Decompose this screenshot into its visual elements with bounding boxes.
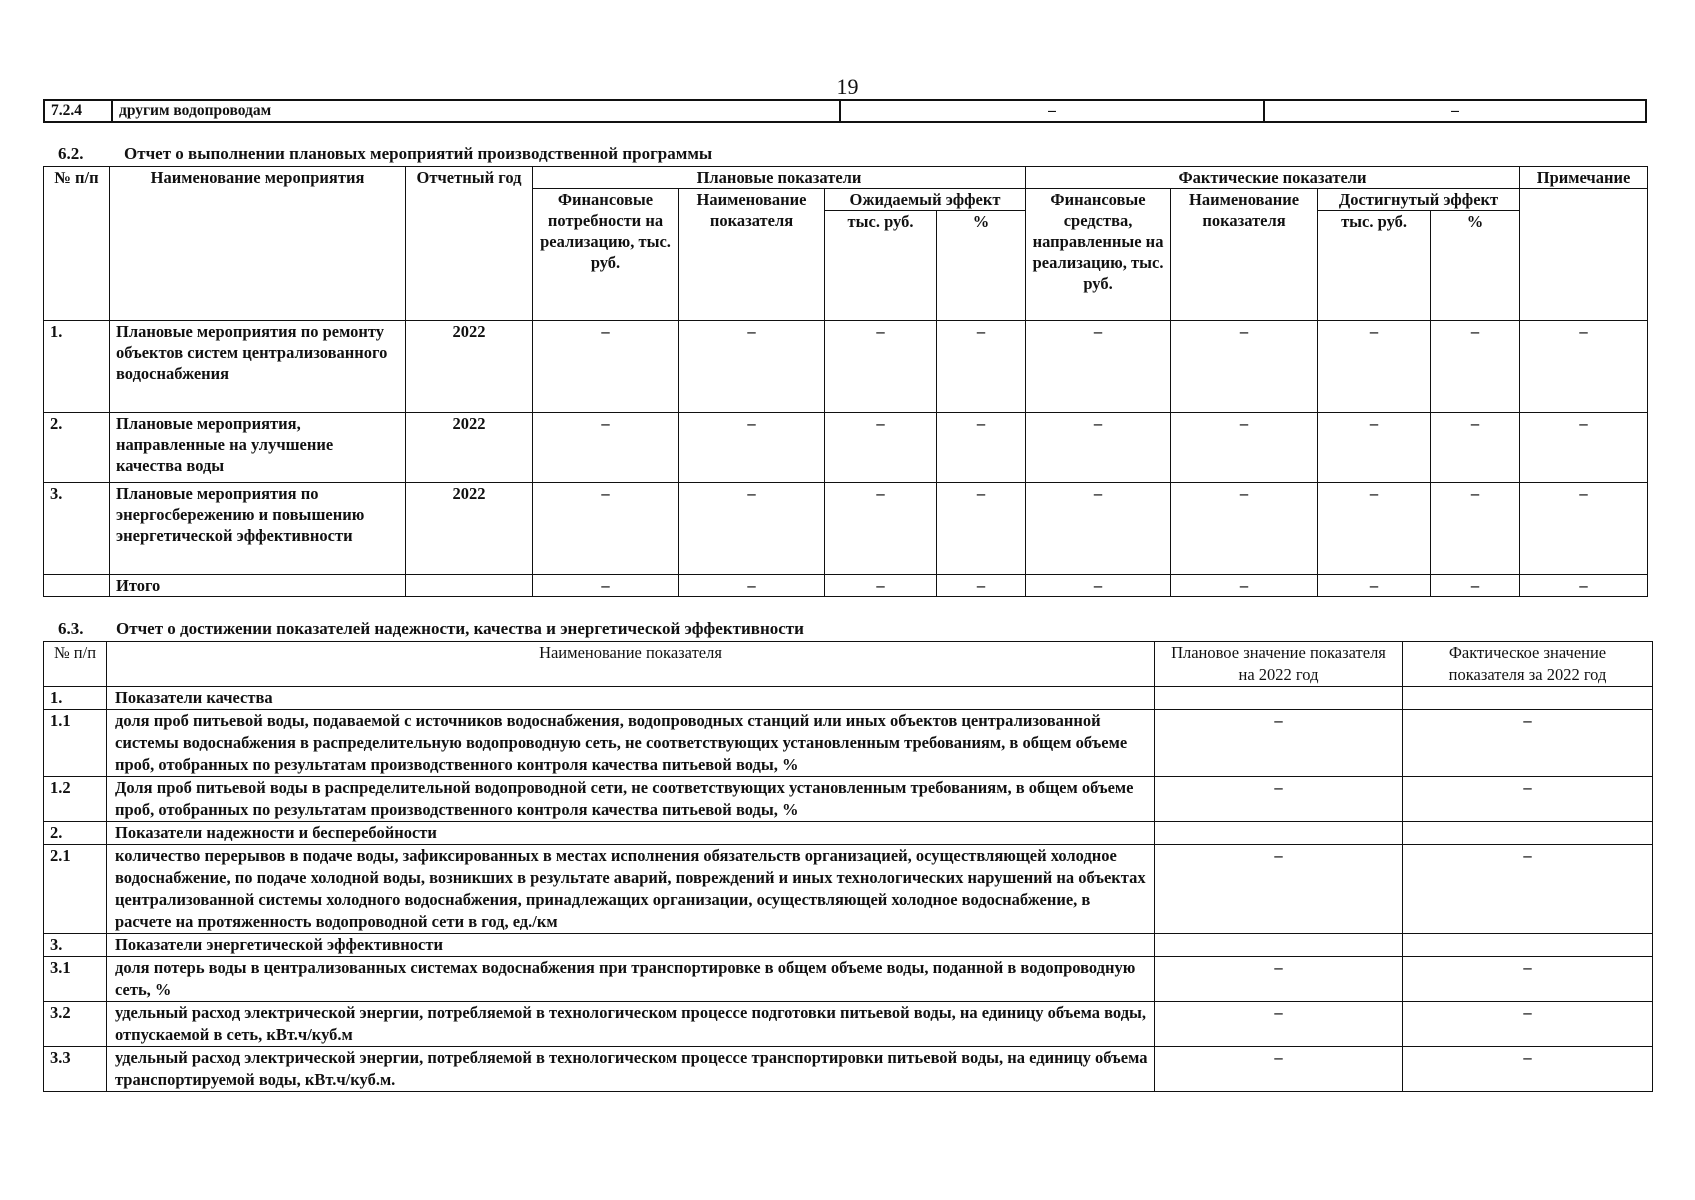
row-value: – (825, 575, 937, 597)
row-fact-value: – (1403, 957, 1653, 1002)
row-number: 3. (44, 483, 110, 575)
row-value: – (1520, 413, 1648, 483)
table-row (44, 822, 1653, 845)
row-plan-value: – (1155, 710, 1403, 777)
row-plan-value: – (1155, 1047, 1403, 1092)
col-num-header: № п/п (44, 167, 110, 321)
row-name: доля потерь воды в централизованных системах водоснабжения при транспортировке в общем объеме воды, поданной в водопроводную сеть, % (107, 957, 1155, 1002)
table-row (44, 321, 1648, 413)
row-value: – (533, 575, 679, 597)
row-number: 7.2.4 (44, 100, 112, 122)
row-name: удельный расход электрической энергии, потребляемой в технологическом процессе подготовки питьевой воды, на единицу объема воды, отпускаемой в сеть, кВт.ч/куб.м (107, 1002, 1155, 1047)
row-value: – (1026, 483, 1171, 575)
row-value: – (1431, 321, 1520, 413)
row-value: – (1520, 321, 1648, 413)
row-value: – (533, 321, 679, 413)
row-fact-value: – (1403, 845, 1653, 934)
indicators-report-table (43, 641, 1653, 1092)
row-value: – (1171, 483, 1318, 575)
row-value: – (825, 321, 937, 413)
col-num-header: № п/п (44, 642, 107, 687)
row-fact-value (1403, 934, 1653, 957)
row-name: удельный расход электрической энергии, потребляемой в технологическом процессе транспортировки питьевой воды, на единицу объема транспортируемой воды, кВт.ч/куб.м. (107, 1047, 1155, 1092)
table-row (44, 957, 1653, 1002)
row-number (44, 575, 110, 597)
table-row (44, 934, 1653, 957)
row-fact-value: – (1403, 1002, 1653, 1047)
row-value: – (840, 100, 1264, 122)
fact-fin-header: Финансовые средства, направленные на реализацию, тыс. руб. (1026, 189, 1171, 321)
events-report-table (43, 166, 1648, 597)
row-value: – (533, 413, 679, 483)
fact-indicator-header: Наименование показателя (1171, 189, 1318, 321)
table-row (44, 777, 1653, 822)
row-number: 3.1 (44, 957, 107, 1002)
section-number: 6.2. (58, 144, 84, 163)
row-number: 2. (44, 413, 110, 483)
row-value: – (1318, 575, 1431, 597)
row-value: – (825, 413, 937, 483)
row-value: – (1431, 413, 1520, 483)
row-number: 2.1 (44, 845, 107, 934)
fact-pct-header: % (1431, 211, 1520, 321)
note-subheader (1520, 189, 1648, 321)
row-value: – (1520, 483, 1648, 575)
row-fact-value: – (1403, 710, 1653, 777)
row-value: – (1264, 100, 1646, 122)
row-plan-value: – (1155, 957, 1403, 1002)
row-number: 3.3 (44, 1047, 107, 1092)
table-row (44, 100, 1646, 122)
row-value: – (679, 575, 825, 597)
row-name: Показатели качества (107, 687, 1155, 710)
row-year: 2022 (406, 321, 533, 413)
row-value: – (533, 483, 679, 575)
row-year: 2022 (406, 413, 533, 483)
section-heading: Отчет о достижении показателей надежности, качества и энергетической эффективности (116, 619, 804, 638)
row-number: 3. (44, 934, 107, 957)
section-heading: Отчет о выполнении плановых мероприятий производственной программы (124, 144, 713, 163)
table-row (44, 1047, 1653, 1092)
row-number: 1. (44, 687, 107, 710)
row-name: доля проб питьевой воды, подаваемой с источников водоснабжения, водопроводных станций или иных объектов централизованной системы водоснабжения в распределительную водопроводную сеть, не соответствующих установленным требованиям, в общем объеме проб, отобранных по результатам производственного контроля качества питьевой воды, % (107, 710, 1155, 777)
col-year-header: Отчетный год (406, 167, 533, 321)
row-value: – (1026, 575, 1171, 597)
row-value: – (937, 483, 1026, 575)
table-row (44, 845, 1653, 934)
note-header: Примечание (1520, 167, 1648, 189)
row-name: Показатели энергетической эффективности (107, 934, 1155, 957)
row-value: – (1318, 483, 1431, 575)
header-row (44, 167, 1648, 189)
row-name: Доля проб питьевой воды в распределительной водопроводной сети, не соответствующих установленным требованиям, в общем объеме проб, отобранных по результатам производственного контроля качества питьевой воды, % (107, 777, 1155, 822)
prev-table-tail (43, 99, 1647, 123)
plan-rub-header: тыс. руб. (825, 211, 937, 321)
row-fact-value: – (1403, 1047, 1653, 1092)
row-value: – (1431, 483, 1520, 575)
row-plan-value: – (1155, 777, 1403, 822)
header-row (44, 642, 1653, 687)
col-name-header: Наименование мероприятия (110, 167, 406, 321)
table-row (44, 575, 1648, 597)
table-row (44, 687, 1653, 710)
table-row (44, 483, 1648, 575)
row-name: количество перерывов в подаче воды, зафиксированных в местах исполнения обязательств организацией, осуществляющей холодное водоснабжение, по подаче холодной воды, возникших в результате аварий, повреждений и иных технологических нарушений на объектах централизованной системы холодного водоснабжения, принадлежащих организации, осуществляющей холодное водоснабжение, в расчете на протяженность водопроводной сети в год, ед./км (107, 845, 1155, 934)
row-value: – (1431, 575, 1520, 597)
row-value: – (1318, 321, 1431, 413)
row-year (406, 575, 533, 597)
row-value: – (679, 413, 825, 483)
row-value: – (1171, 413, 1318, 483)
section-number: 6.3. (58, 619, 84, 638)
row-plan-value: – (1155, 845, 1403, 934)
planned-header: Плановые показатели (533, 167, 1026, 189)
plan-fin-header: Финансовые потребности на реализацию, тыс. руб. (533, 189, 679, 321)
row-value: – (937, 575, 1026, 597)
row-value: – (937, 321, 1026, 413)
row-fact-value (1403, 822, 1653, 845)
row-value: – (937, 413, 1026, 483)
row-fact-value (1403, 687, 1653, 710)
section-6-3-title (58, 619, 804, 639)
col-name-header: Наименование показателя (107, 642, 1155, 687)
row-name: Плановые мероприятия по энергосбережению и повышению энергетической эффективности (110, 483, 406, 575)
fact-effect-header: Достигнутый эффект (1318, 189, 1520, 211)
actual-header: Фактические показатели (1026, 167, 1520, 189)
plan-indicator-header: Наименование показателя (679, 189, 825, 321)
row-plan-value: – (1155, 1002, 1403, 1047)
row-name: Плановые мероприятия, направленные на улучшение качества воды (110, 413, 406, 483)
row-name: Плановые мероприятия по ремонту объектов систем централизованного водоснабжения (110, 321, 406, 413)
table-row (44, 413, 1648, 483)
row-value: – (1520, 575, 1648, 597)
row-number: 3.2 (44, 1002, 107, 1047)
row-value: – (1171, 321, 1318, 413)
row-name: Итого (110, 575, 406, 597)
row-value: – (1318, 413, 1431, 483)
row-value: – (679, 321, 825, 413)
plan-pct-header: % (937, 211, 1026, 321)
row-value: – (1026, 321, 1171, 413)
row-number: 2. (44, 822, 107, 845)
row-value: – (1026, 413, 1171, 483)
fact-rub-header: тыс. руб. (1318, 211, 1431, 321)
row-name: другим водопроводам (112, 100, 840, 122)
row-name: Показатели надежности и бесперебойности (107, 822, 1155, 845)
row-fact-value: – (1403, 777, 1653, 822)
row-value: – (1171, 575, 1318, 597)
row-plan-value (1155, 822, 1403, 845)
row-year: 2022 (406, 483, 533, 575)
table-row (44, 710, 1653, 777)
col-plan-header: Плановое значение показателя на 2022 год (1155, 642, 1403, 687)
row-number: 1. (44, 321, 110, 413)
row-value: – (679, 483, 825, 575)
row-value: – (825, 483, 937, 575)
col-fact-header: Фактическое значение показателя за 2022 год (1403, 642, 1653, 687)
table-row (44, 1002, 1653, 1047)
plan-effect-header: Ожидаемый эффект (825, 189, 1026, 211)
row-plan-value (1155, 934, 1403, 957)
row-number: 1.1 (44, 710, 107, 777)
row-plan-value (1155, 687, 1403, 710)
row-number: 1.2 (44, 777, 107, 822)
section-6-2-title (58, 144, 712, 164)
page-number: 19 (836, 74, 859, 99)
